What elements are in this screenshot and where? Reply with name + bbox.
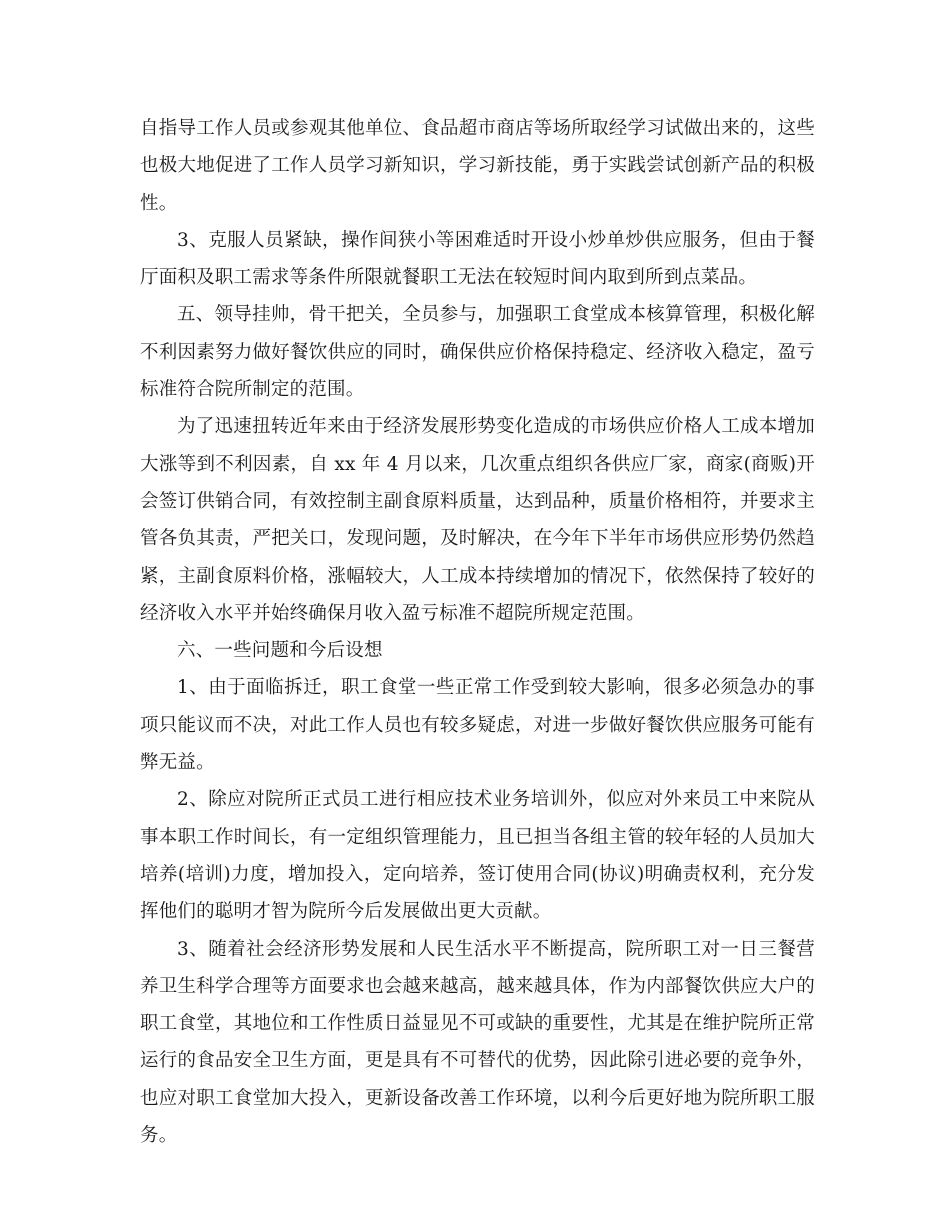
paragraph-7: 3、随着社会经济形势发展和人民生活水平不断提高，院所职工对一日三餐营养卫生科学合理等方面要求也会越来越高，越来越具体，作为内部餐饮供应大户的职工食堂，其地位和工作性质日益显见不可或缺的重要性，尤其是在维护院所正常运行的食品安全卫生方面，更是具有不可替代的优势，因此除引进必要的竞争外，也应对职工食堂加大投入，更新设备改善工作环境，以利今后更好地为院所职工服务。 — [140, 938, 815, 1147]
paragraph-5: 1、由于面临拆迁，职工食堂一些正常工作受到较大影响，很多必须急办的事项只能议而不决，对此工作人员也有较多疑虑，对进一步做好餐饮供应服务可能有弊无益。 — [140, 677, 815, 774]
paragraph-2: 3、克服人员紧缺，操作间狭小等困难适时开设小炒单炒供应服务，但由于餐厅面积及职工需求等条件所限就餐职工无法在较短时间内取到所到点菜品。 — [140, 229, 815, 289]
section-heading-6: 六、一些问题和今后设想 — [177, 640, 383, 662]
document-body — [140, 110, 815, 1154]
paragraph-4: 为了迅速扭转近年来由于经济发展形势变化造成的市场供应价格人工成本增加大涨等到不利因素，自 xx 年 4 月以来，几次重点组织各供应厂家，商家(商贩)开会签订供销合同，有效控制主副食原料质量，达到品种，质量价格相符，并要求主管各负其责，严把关口，发现问题，及时解决，在今年下半年市场供应形势仍然趋紧，主副食原料价格，涨幅较大，人工成本持续增加的情况下，依然保持了较好的经济收入水平并始终确保月收入盈亏标准不超院所规定范围。 — [140, 416, 815, 624]
paragraph-6: 2、除应对院所正式员工进行相应技术业务培训外，似应对外来员工中来院从事本职工作时间长，有一定组织管理能力，且已担当各组主管的较年轻的人员加大培养(培训)力度，增加投入，定向培养，签订使用合同(协议)明确责权利，充分发挥他们的聪明才智为院所今后发展做出更大贡献。 — [140, 789, 815, 923]
paragraph-1: 自指导工作人员或参观其他单位、食品超市商店等场所取经学习试做出来的，这些也极大地促进了工作人员学习新知识，学习新技能，勇于实践尝试创新产品的积极性。 — [140, 118, 815, 214]
paragraph-3: 五、领导挂帅，骨干把关，全员参与，加强职工食堂成本核算管理，积极化解不利因素努力做好餐饮供应的同时，确保供应价格保持稳定、经济收入稳定，盈亏标准符合院所制定的范围。 — [140, 304, 815, 401]
